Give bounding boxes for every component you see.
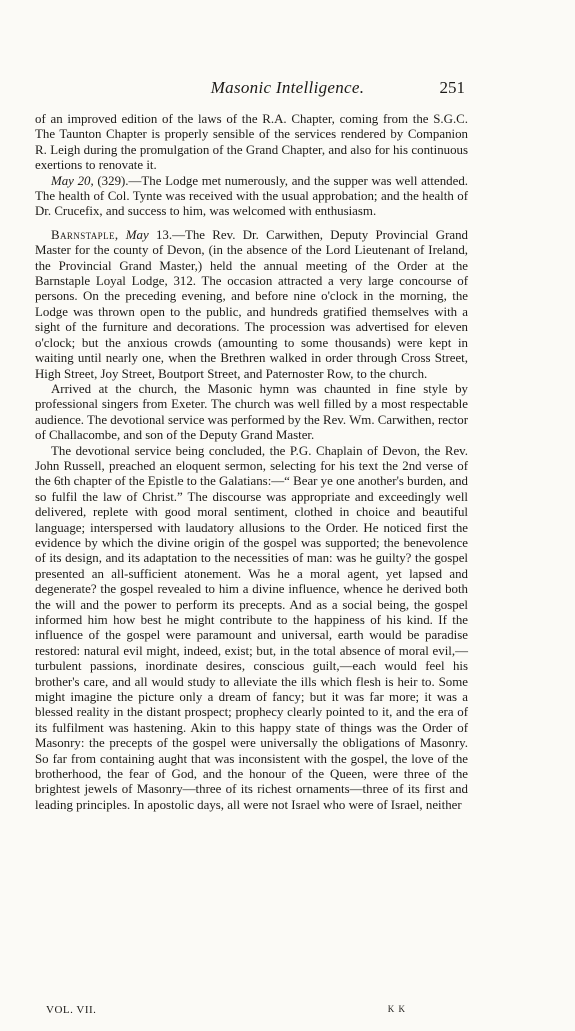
paragraph-barnstaple <box>35 228 468 382</box>
paragraph-sermon: The devotional service being concluded, the P.G. Chaplain of Devon, the Rev. John Russell, preached an eloquent sermon, selecting for his text the 2nd verse of the 6th chapter of the Epistle to the Galatians:—“ Bear ye one another's burden, and so fulfil the law of Christ.” The discourse was appropriate and exceedingly well delivered, replete with good moral sentiment, clothed in choice and beautiful language; interspersed with laudatory allusions to the Order. He noticed first the evidence by which the divine origin of the gospel was supported; the benevolence of its design, and its adaptation to the necessities of man: was he guilty? the gospel presented an all-sufficient atonement. Was he a moral agent, yet lapsed and degenerate? the gospel revealed to him a divine influence, whence he derived both the will and the power to perform its precepts. And as a social being, the gospel informed him how best he might contribute to the happiness of his kind. If the influence of the gospel were paramount and universal, earth would be paradise restored: natural evil might, indeed, exist; but, in the total absence of moral evil,—turbulent passions, inordinate desires, conscious guilt,—each would feel his brother's care, and all would study to alleviate the ills which flesh is heir to. Some might imagine the picture only a dream of fancy; but it was far more; it was a blessed reality in the distant prospect; prophecy clearly pointed to it, and the era of its fulfilment was hastening. Akin to this happy state of things was the Order of Masonry: the precepts of the gospel were universally the obligations of Masonry. So far from containing aught that was inconsistent with the gospel, the love of the brotherhood, the fear of God, and the honour of the Queen, were three of the brightest jewels of Masonry—three of its richest ornaments—three of its first and leading principles. In apostolic days, all were not Israel who were of Israel, neither <box>35 443 468 812</box>
date-may-13: May <box>125 227 149 242</box>
paragraph-barnstaple-text: 13.—The Rev. Dr. Carwithen, Deputy Provincial Grand Master for the county of Devon, (in the absence of the Lord Lieutenant of Ireland, the Provincial Grand Master,) held the annual meeting of the Order at the Barnstaple Loyal Lodge, 312. The occasion attracted a very large concourse of persons. On the preceding evening, and before nine o'clock in the morning, the Lodge was thrown open to the public, and hundreds gratified themselves with a sight of the furniture and decorations. The procession was advertised for eleven o'clock; but the anxious crowds (amounting to some thousands) were kept in waiting until nearly one, when the Brethren walked in order through Cross Street, High Street, Joy Street, Boutport Street, and Paternoster Row, to the church. <box>35 227 468 381</box>
running-head <box>0 78 575 102</box>
body-text <box>35 112 468 813</box>
paragraph-may-20 <box>35 174 468 220</box>
page-footer <box>46 1004 406 1020</box>
place-barnstaple: Barnstaple, <box>51 227 119 242</box>
paragraph-church: Arrived at the church, the Masonic hymn was chaunted in fine style by professional singers from Exeter. The church was well filled by a most respectable audience. The devotional service was performed by the Rev. Wm. Carwithen, rector of Challacombe, and son of the Deputy Grand Master. <box>35 381 468 443</box>
page-number: 251 <box>439 78 465 97</box>
running-title: Masonic Intelligence. <box>210 78 365 97</box>
volume-label: VOL. VII. <box>46 1004 97 1016</box>
signature-mark: K K <box>387 1004 406 1014</box>
date-may-20: May 20, <box>51 173 94 188</box>
paragraph-may-20-text: (329).—The Lodge met numerously, and the supper was well attended. The health of Col. Tynte was received with the usual approbation; and the health of Dr. Crucefix, and success to him, was welcomed with enthusiasm. <box>35 173 468 219</box>
paragraph-continuation: of an improved edition of the laws of the R.A. Chapter, coming from the S.G.C. The Taunton Chapter is properly sensible of the services rendered by Companion R. Leigh during the promulgation of the Grand Chapter, and also for his continuous exertions to renovate it. <box>35 112 468 173</box>
